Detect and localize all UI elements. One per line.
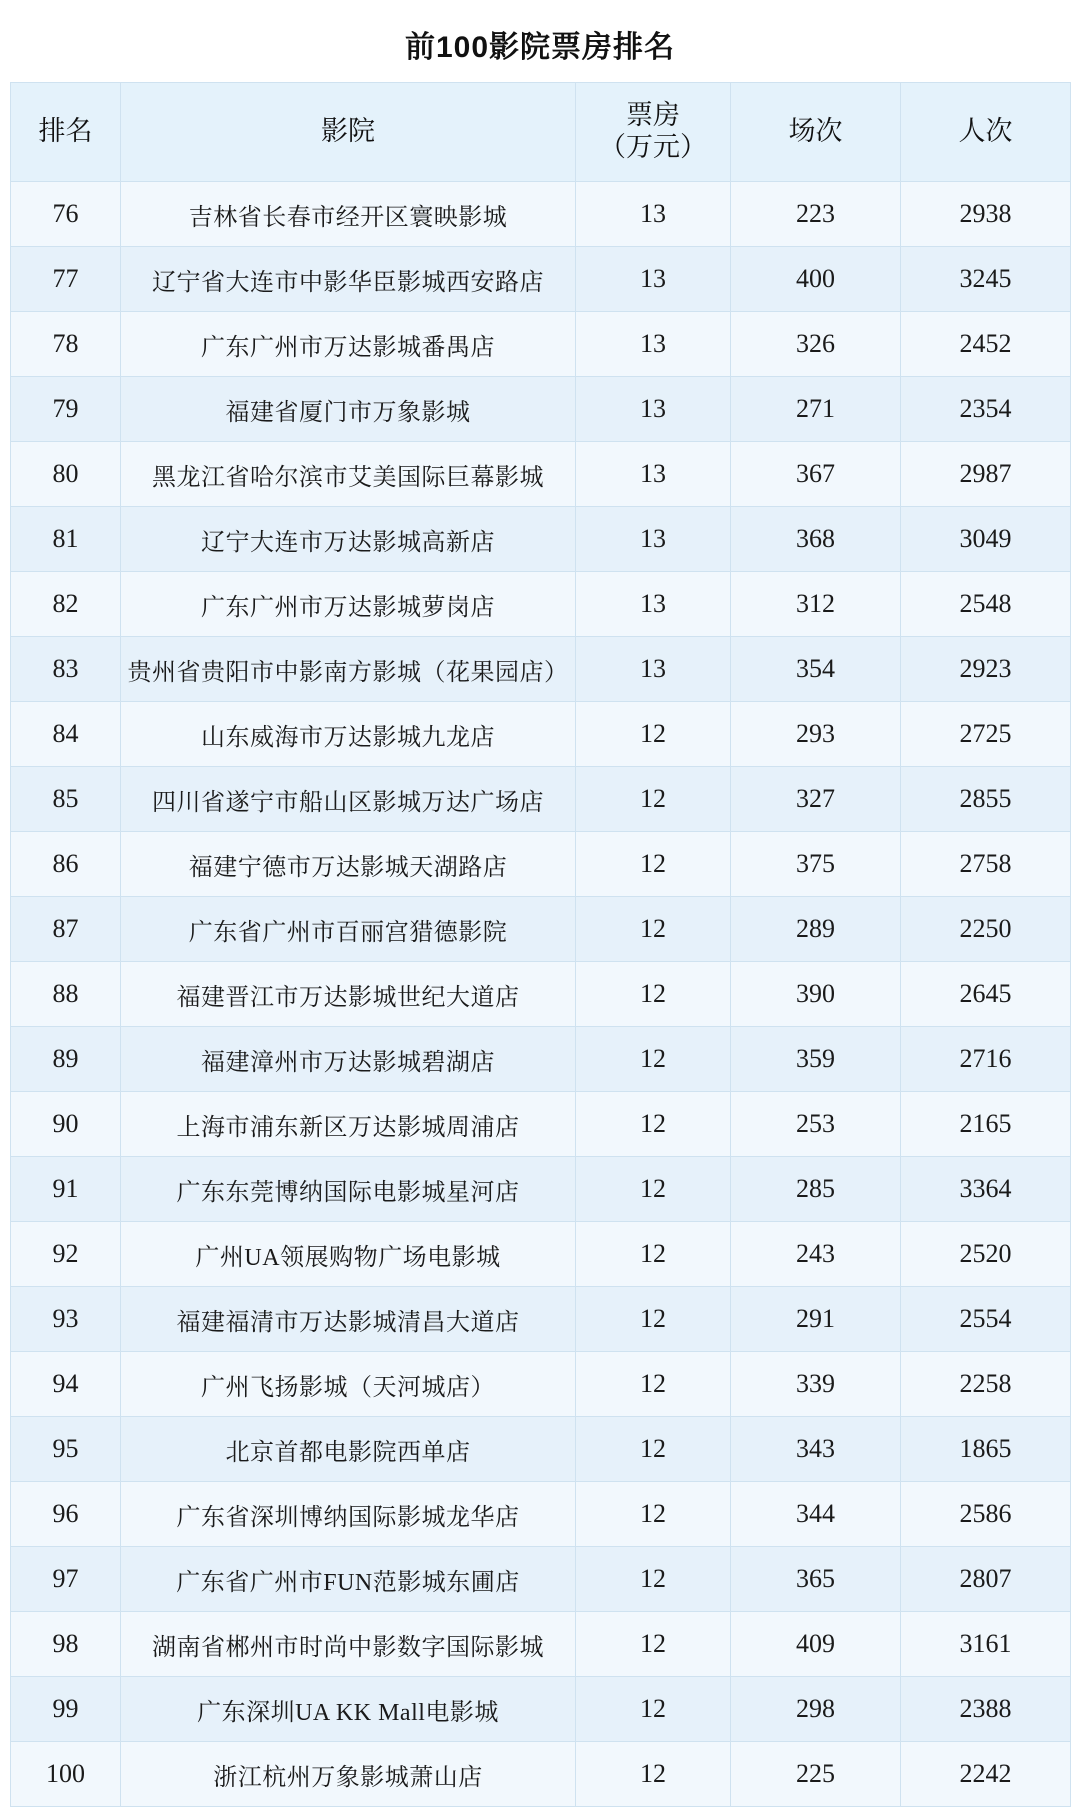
cell-people: 2645	[901, 962, 1071, 1027]
cell-boxoffice: 12	[576, 1547, 731, 1612]
cell-boxoffice: 13	[576, 442, 731, 507]
cell-boxoffice: 12	[576, 1482, 731, 1547]
cell-boxoffice: 12	[576, 1157, 731, 1222]
cell-boxoffice: 12	[576, 1287, 731, 1352]
cell-rank: 93	[11, 1287, 121, 1352]
cell-people: 2554	[901, 1287, 1071, 1352]
cell-rank: 95	[11, 1417, 121, 1482]
table-row	[11, 572, 1071, 637]
cinema-boxoffice-table	[10, 82, 1071, 1807]
column-header-rank: 排名	[11, 83, 121, 182]
cell-boxoffice: 12	[576, 1027, 731, 1092]
table-row	[11, 1352, 1071, 1417]
cell-cinema: 北京首都电影院西单店	[121, 1417, 576, 1482]
cell-shows: 359	[731, 1027, 901, 1092]
cell-rank: 94	[11, 1352, 121, 1417]
table-row	[11, 702, 1071, 767]
cell-shows: 367	[731, 442, 901, 507]
cell-cinema: 浙江杭州万象影城萧山店	[121, 1742, 576, 1807]
cell-cinema: 辽宁省大连市中影华臣影城西安路店	[121, 247, 576, 312]
cell-cinema: 四川省遂宁市船山区影城万达广场店	[121, 767, 576, 832]
cell-cinema: 吉林省长春市经开区寰映影城	[121, 182, 576, 247]
cell-rank: 79	[11, 377, 121, 442]
cell-people: 2938	[901, 182, 1071, 247]
cell-shows: 326	[731, 312, 901, 377]
cell-people: 2725	[901, 702, 1071, 767]
cell-cinema: 山东威海市万达影城九龙店	[121, 702, 576, 767]
cell-cinema: 广州UA领展购物广场电影城	[121, 1222, 576, 1287]
column-header-cinema: 影院	[121, 83, 576, 182]
cell-boxoffice: 12	[576, 897, 731, 962]
cell-rank: 89	[11, 1027, 121, 1092]
cell-rank: 100	[11, 1742, 121, 1807]
cell-cinema: 辽宁大连市万达影城高新店	[121, 507, 576, 572]
cell-boxoffice: 12	[576, 1612, 731, 1677]
cell-boxoffice: 12	[576, 832, 731, 897]
table-row	[11, 1547, 1071, 1612]
cell-shows: 368	[731, 507, 901, 572]
cell-rank: 80	[11, 442, 121, 507]
cell-people: 2388	[901, 1677, 1071, 1742]
cell-boxoffice: 12	[576, 1742, 731, 1807]
cell-boxoffice: 12	[576, 1417, 731, 1482]
cell-rank: 99	[11, 1677, 121, 1742]
cell-shows: 375	[731, 832, 901, 897]
cell-cinema: 广东东莞博纳国际电影城星河店	[121, 1157, 576, 1222]
cell-cinema: 贵州省贵阳市中影南方影城（花果园店）	[121, 637, 576, 702]
cell-cinema: 广东省广州市百丽宫猎德影院	[121, 897, 576, 962]
cell-shows: 400	[731, 247, 901, 312]
cell-rank: 76	[11, 182, 121, 247]
table-row	[11, 897, 1071, 962]
cell-people: 1865	[901, 1417, 1071, 1482]
table-row	[11, 1222, 1071, 1287]
cell-cinema: 福建漳州市万达影城碧湖店	[121, 1027, 576, 1092]
cell-shows: 344	[731, 1482, 901, 1547]
cell-boxoffice: 13	[576, 312, 731, 377]
table-row	[11, 1287, 1071, 1352]
cell-rank: 84	[11, 702, 121, 767]
cell-rank: 96	[11, 1482, 121, 1547]
cell-people: 2258	[901, 1352, 1071, 1417]
cell-people: 2855	[901, 767, 1071, 832]
cell-shows: 298	[731, 1677, 901, 1742]
table-row	[11, 377, 1071, 442]
cell-people: 2354	[901, 377, 1071, 442]
table-row	[11, 1027, 1071, 1092]
cell-people: 2758	[901, 832, 1071, 897]
cell-rank: 81	[11, 507, 121, 572]
cell-rank: 87	[11, 897, 121, 962]
cell-boxoffice: 13	[576, 637, 731, 702]
table-row	[11, 1157, 1071, 1222]
cell-rank: 90	[11, 1092, 121, 1157]
cell-rank: 92	[11, 1222, 121, 1287]
table-row	[11, 1417, 1071, 1482]
cell-cinema: 福建省厦门市万象影城	[121, 377, 576, 442]
cell-rank: 86	[11, 832, 121, 897]
cell-shows: 409	[731, 1612, 901, 1677]
cell-rank: 98	[11, 1612, 121, 1677]
cell-shows: 312	[731, 572, 901, 637]
cell-people: 2807	[901, 1547, 1071, 1612]
cell-cinema: 湖南省郴州市时尚中影数字国际影城	[121, 1612, 576, 1677]
cell-shows: 365	[731, 1547, 901, 1612]
cell-shows: 225	[731, 1742, 901, 1807]
cell-shows: 343	[731, 1417, 901, 1482]
cell-people: 2165	[901, 1092, 1071, 1157]
cell-shows: 354	[731, 637, 901, 702]
column-header-shows: 场次	[731, 83, 901, 182]
cell-cinema: 上海市浦东新区万达影城周浦店	[121, 1092, 576, 1157]
cell-rank: 88	[11, 962, 121, 1027]
cell-shows: 285	[731, 1157, 901, 1222]
cell-people: 2987	[901, 442, 1071, 507]
table-row	[11, 767, 1071, 832]
cell-shows: 243	[731, 1222, 901, 1287]
cell-rank: 91	[11, 1157, 121, 1222]
table-row	[11, 182, 1071, 247]
cell-boxoffice: 12	[576, 1092, 731, 1157]
cell-rank: 97	[11, 1547, 121, 1612]
cell-boxoffice: 12	[576, 962, 731, 1027]
cell-cinema: 广东深圳UA KK Mall电影城	[121, 1677, 576, 1742]
cell-shows: 390	[731, 962, 901, 1027]
table-row	[11, 247, 1071, 312]
table-header-row	[11, 83, 1071, 182]
cell-cinema: 福建宁德市万达影城天湖路店	[121, 832, 576, 897]
table-row	[11, 1742, 1071, 1807]
cell-shows: 253	[731, 1092, 901, 1157]
table-header	[11, 83, 1071, 182]
column-header-boxoffice-line2: （万元）	[599, 132, 707, 162]
cell-shows: 339	[731, 1352, 901, 1417]
cell-boxoffice: 12	[576, 1222, 731, 1287]
column-header-boxoffice-line1: 票房	[626, 100, 680, 131]
cell-rank: 78	[11, 312, 121, 377]
table-row	[11, 962, 1071, 1027]
cell-cinema: 广东省深圳博纳国际影城龙华店	[121, 1482, 576, 1547]
cell-shows: 293	[731, 702, 901, 767]
cell-boxoffice: 13	[576, 182, 731, 247]
cell-people: 2242	[901, 1742, 1071, 1807]
cell-cinema: 广州飞扬影城（天河城店）	[121, 1352, 576, 1417]
cell-cinema: 黑龙江省哈尔滨市艾美国际巨幕影城	[121, 442, 576, 507]
cell-people: 2250	[901, 897, 1071, 962]
page-title: 前100影院票房排名	[404, 31, 676, 64]
cell-boxoffice: 12	[576, 767, 731, 832]
cell-cinema: 广东省广州市FUN范影城东圃店	[121, 1547, 576, 1612]
cell-rank: 77	[11, 247, 121, 312]
cell-boxoffice: 13	[576, 377, 731, 442]
cell-shows: 327	[731, 767, 901, 832]
cell-boxoffice: 13	[576, 572, 731, 637]
table-body	[11, 182, 1071, 1807]
cell-people: 2520	[901, 1222, 1071, 1287]
cell-people: 3049	[901, 507, 1071, 572]
cell-cinema: 广东广州市万达影城萝岗店	[121, 572, 576, 637]
cell-cinema: 福建福清市万达影城清昌大道店	[121, 1287, 576, 1352]
cell-shows: 289	[731, 897, 901, 962]
cell-boxoffice: 12	[576, 1352, 731, 1417]
cell-cinema: 福建晋江市万达影城世纪大道店	[121, 962, 576, 1027]
cell-boxoffice: 12	[576, 702, 731, 767]
cell-cinema: 广东广州市万达影城番禺店	[121, 312, 576, 377]
cell-rank: 85	[11, 767, 121, 832]
cell-shows: 291	[731, 1287, 901, 1352]
cell-people: 3161	[901, 1612, 1071, 1677]
cell-rank: 82	[11, 572, 121, 637]
cell-people: 2586	[901, 1482, 1071, 1547]
column-header-people: 人次	[901, 83, 1071, 182]
table-row	[11, 1612, 1071, 1677]
cell-people: 2548	[901, 572, 1071, 637]
table-row	[11, 312, 1071, 377]
table-row	[11, 442, 1071, 507]
cell-people: 2452	[901, 312, 1071, 377]
cell-rank: 83	[11, 637, 121, 702]
cell-people: 2923	[901, 637, 1071, 702]
cell-boxoffice: 12	[576, 1677, 731, 1742]
table-row	[11, 1092, 1071, 1157]
cell-shows: 223	[731, 182, 901, 247]
column-header-boxoffice	[576, 83, 731, 182]
cell-boxoffice: 13	[576, 247, 731, 312]
cell-boxoffice: 13	[576, 507, 731, 572]
table-row	[11, 832, 1071, 897]
cell-people: 3245	[901, 247, 1071, 312]
cell-people: 3364	[901, 1157, 1071, 1222]
table-row	[11, 637, 1071, 702]
cell-shows: 271	[731, 377, 901, 442]
table-row	[11, 507, 1071, 572]
table-row	[11, 1482, 1071, 1547]
table-row	[11, 1677, 1071, 1742]
cell-people: 2716	[901, 1027, 1071, 1092]
